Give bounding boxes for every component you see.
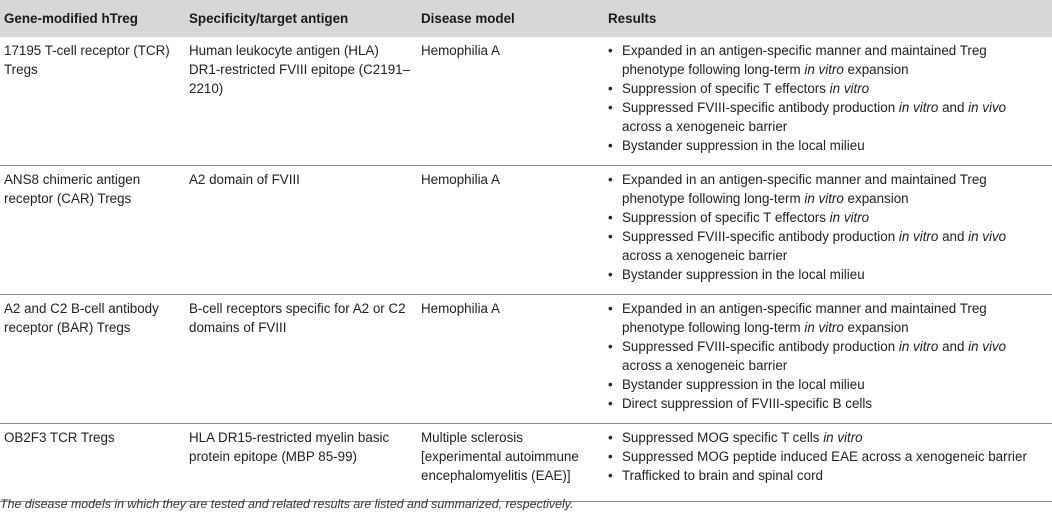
result-item: • Suppression of specific T effectors in vitro bbox=[608, 208, 1048, 227]
latin-term: in vitro bbox=[829, 81, 870, 96]
results-list bbox=[608, 170, 1048, 284]
latin-term: in vivo bbox=[968, 229, 1007, 244]
latin-term: in vitro bbox=[804, 62, 844, 77]
cell-antigen: A2 domain of FVIII bbox=[185, 166, 417, 295]
result-item: • Bystander suppression in the local milieu bbox=[608, 375, 1048, 394]
result-item: • Suppressed MOG specific T cells in vitro bbox=[608, 428, 1048, 447]
latin-term: in vitro bbox=[804, 320, 844, 335]
table-row bbox=[0, 295, 1052, 424]
cell-htreg: ANS8 chimeric antigen receptor (CAR) Tregs bbox=[0, 166, 185, 295]
latin-term: in vivo bbox=[968, 100, 1007, 115]
cell-results bbox=[604, 424, 1052, 502]
result-item: • Expanded in an antigen-specific manner and maintained Treg phenotype following long-term in vitro expansion bbox=[608, 41, 1048, 79]
cell-disease: Hemophilia A bbox=[417, 166, 604, 295]
latin-term: in vitro bbox=[829, 210, 870, 225]
result-item: • Trafficked to brain and spinal cord bbox=[608, 466, 1048, 485]
header-disease-model: Disease model bbox=[417, 0, 604, 37]
table-row bbox=[0, 424, 1052, 502]
table-row bbox=[0, 166, 1052, 295]
latin-term: in vitro bbox=[898, 100, 939, 115]
result-item: • Expanded in an antigen-specific manner and maintained Treg phenotype following long-term in vitro expansion bbox=[608, 170, 1048, 208]
results-list bbox=[608, 299, 1048, 413]
header-results: Results bbox=[604, 0, 1052, 37]
table-header bbox=[0, 0, 1052, 37]
cell-disease: Hemophilia A bbox=[417, 295, 604, 424]
latin-term: in vitro bbox=[898, 229, 939, 244]
cell-antigen: Human leukocyte antigen (HLA) DR1-restricted FVIII epitope (C2191–2210) bbox=[189, 43, 411, 96]
cell-antigen: B-cell receptors specific for A2 or C2 domains of FVIII bbox=[185, 295, 417, 424]
header-gene-modified-htreg: Gene-modified hTreg bbox=[0, 0, 185, 37]
cell-htreg: A2 and C2 B-cell antibody receptor (BAR) Tregs bbox=[0, 295, 185, 424]
header-specificity: Specificity/target antigen bbox=[185, 0, 417, 37]
cell-disease: Hemophilia A bbox=[421, 43, 500, 58]
cell-results bbox=[604, 37, 1052, 166]
result-item: • Expanded in an antigen-specific manner and maintained Treg phenotype following long-term in vitro expansion bbox=[608, 299, 1048, 337]
latin-term: in vitro bbox=[804, 191, 844, 206]
latin-term: in vivo bbox=[968, 339, 1007, 354]
cell-htreg: OB2F3 TCR Tregs bbox=[0, 424, 185, 502]
result-item: • Bystander suppression in the local milieu bbox=[608, 265, 1048, 284]
result-item: • Suppressed MOG peptide induced EAE across a xenogeneic barrier bbox=[608, 447, 1048, 466]
cell-results bbox=[604, 295, 1052, 424]
results-list bbox=[608, 428, 1048, 485]
latin-term: in vitro bbox=[898, 339, 939, 354]
table-row bbox=[0, 37, 1052, 166]
result-item: • Direct suppression of FVIII-specific B cells bbox=[608, 394, 1048, 413]
cell-antigen: HLA DR15-restricted myelin basic protein epitope (MBP 85-99) bbox=[185, 424, 417, 502]
result-item: • Suppressed FVIII-specific antibody production in vitro and in vivo across a xenogeneic barrier bbox=[608, 227, 1048, 265]
result-item: • Suppression of specific T effectors in vitro bbox=[608, 79, 1048, 98]
latin-term: in vitro bbox=[823, 430, 863, 445]
result-item: • Suppressed FVIII-specific antibody production in vitro and in vivo across a xenogeneic barrier bbox=[608, 337, 1048, 375]
table-footnote: The disease models in which they are tested and related results are listed and summarized, respectively. bbox=[0, 497, 574, 511]
cell-disease: Multiple sclerosis [experimental autoimmune encephalomyelitis (EAE)] bbox=[417, 424, 604, 502]
result-item: • Suppressed FVIII-specific antibody production in vitro and in vivo across a xenogeneic barrier bbox=[608, 98, 1048, 136]
result-item: • Bystander suppression in the local milieu bbox=[608, 136, 1048, 155]
results-list bbox=[608, 41, 1048, 155]
cell-results bbox=[604, 166, 1052, 295]
cell-htreg: 17195 T-cell receptor (TCR) Tregs bbox=[4, 43, 170, 77]
